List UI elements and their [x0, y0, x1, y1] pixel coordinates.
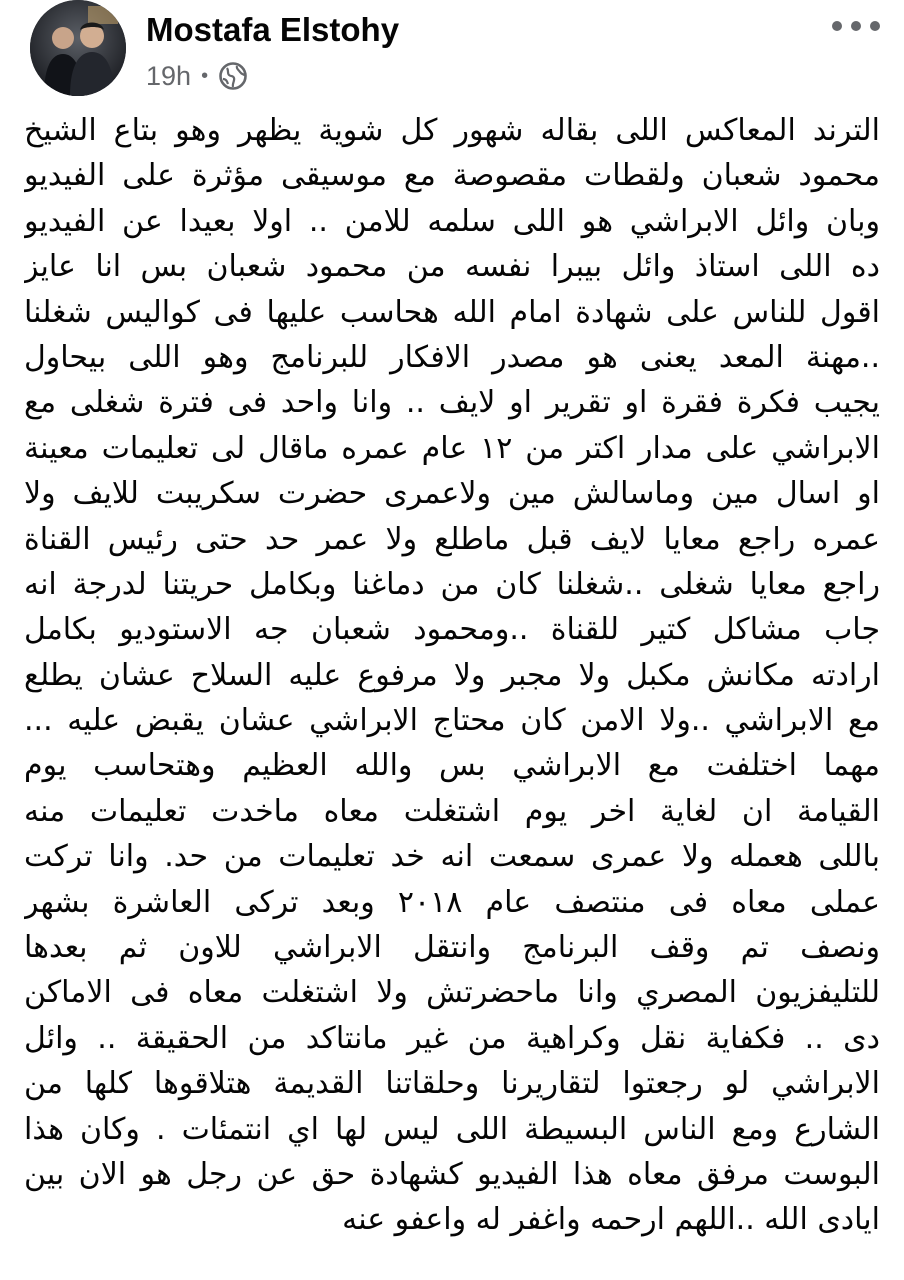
post-text-line: الشارع ومع الناس البسيطة اللى ليس لها اي انتمئات . وكان هذا [24, 1111, 880, 1147]
post-text-line: ايادى الله ..اللهم ارحمه واغفر له واعفو عنه [342, 1202, 880, 1238]
post-text-line: ده اللى استاذ وائل بيبرا نفسه من محمود شعبان بس انا عايز [24, 249, 880, 285]
more-options-icon [832, 21, 842, 31]
post-text-line: جاب مشاكل كتير للقناة ..ومحمود شعبان جه الاستوديو بكامل [24, 612, 880, 648]
post-text-line: ارادته مكانش مكبل ولا مجبر ولا مرفوع عليه السلاح عشان يطلع [24, 657, 880, 693]
post-text-line: اقول للناس على شهادة امام الله هحاسب عليها فى كواليس شغلنا [24, 294, 880, 330]
globe-icon[interactable] [218, 61, 248, 91]
post-text-line: البوست مرفق معاه هذا الفيديو كشهادة حق عن رجل هو الان بين [24, 1156, 880, 1192]
post-header [0, 0, 904, 110]
post-text-line: وبان وائل الابراشي هو اللى سلمه للامن .. اولا بعيدا عن الفيديو [24, 203, 880, 239]
more-options-button[interactable] [832, 14, 880, 38]
post-text-line: مع الابراشي ..ولا الامن كان محتاج الابراشي عشان يقبض عليه ... [24, 703, 880, 739]
post-meta [146, 58, 248, 94]
post-text-line: باللى هعمله ولا عمرى سمعت انه خد تعليمات من حد. وانا تركت [24, 839, 880, 875]
post-timestamp[interactable]: 19h [146, 60, 192, 91]
post-text-line: دى .. فكفاية نقل وكراهية من غير مانتاكد من الحقيقة .. وائل [24, 1020, 880, 1056]
post-text-line: مهما اختلفت مع الابراشي بس والله العظيم وهتحاسب يوم [24, 748, 880, 784]
post-text-line: للتليفزيون المصري وانا ماحضرتش ولا اشتغلت معاه فى الاماكن [24, 975, 880, 1011]
post-text-line: القيامة ان لغاية اخر يوم اشتغلت معاه ماخدت تعليمات منه [24, 793, 880, 829]
post-text-line: الترند المعاكس اللى بقاله شهور كل شوية يظهر وهو بتاع الشيخ [24, 113, 880, 148]
more-options-icon [851, 21, 861, 31]
post-text-line: الابراشي على مدار اكتر من ١٢ عام عمره ماقال لى تعليمات معينة [24, 430, 880, 466]
post-text-line: عمره راجع معايا لايف قبل ماطلع ولا عمر حد حتى رئيس القناة [24, 521, 880, 557]
post-text-line: او اسال مين وماسالش مين ولاعمرى حضرت سكريبت للايف ولا [24, 476, 880, 512]
profile-photo-icon [30, 0, 126, 96]
post-text-line: راجع معايا شغلى ..شغلنا كان من دماغنا وبكامل حريتنا لدرجة انه [24, 566, 880, 602]
post-text-line: ..مهنة المعد يعنى هو مصدر الافكار للبرنامج وهو اللى بيحاول [24, 339, 880, 375]
post-text-line: يجيب فكرة فقرة او تقرير او لايف .. وانا واحد فى فترة شغلى مع [24, 385, 880, 421]
more-options-icon [870, 21, 880, 31]
post-text-line: عملى معاه فى منتصف عام ٢٠١٨ وبعد تركى العاشرة بشهر [24, 884, 880, 920]
post-body-text [24, 108, 880, 1268]
post-text-line: محمود شعبان ولقطات مقصوصة مع موسيقى مؤثرة على الفيديو [24, 158, 880, 194]
meta-separator: • [201, 64, 209, 87]
post-text-line: ونصف تم وقف البرنامج وانتقل الابراشي للاون ثم بعدها [24, 930, 880, 966]
post-text-line: الابراشي لو رجعتوا لتقاريرنا وحلقاتنا القديمة هتلاقوها كلها من [24, 1066, 880, 1102]
author-avatar[interactable] [30, 0, 126, 96]
author-name[interactable]: Mostafa Elstohy [146, 11, 400, 48]
